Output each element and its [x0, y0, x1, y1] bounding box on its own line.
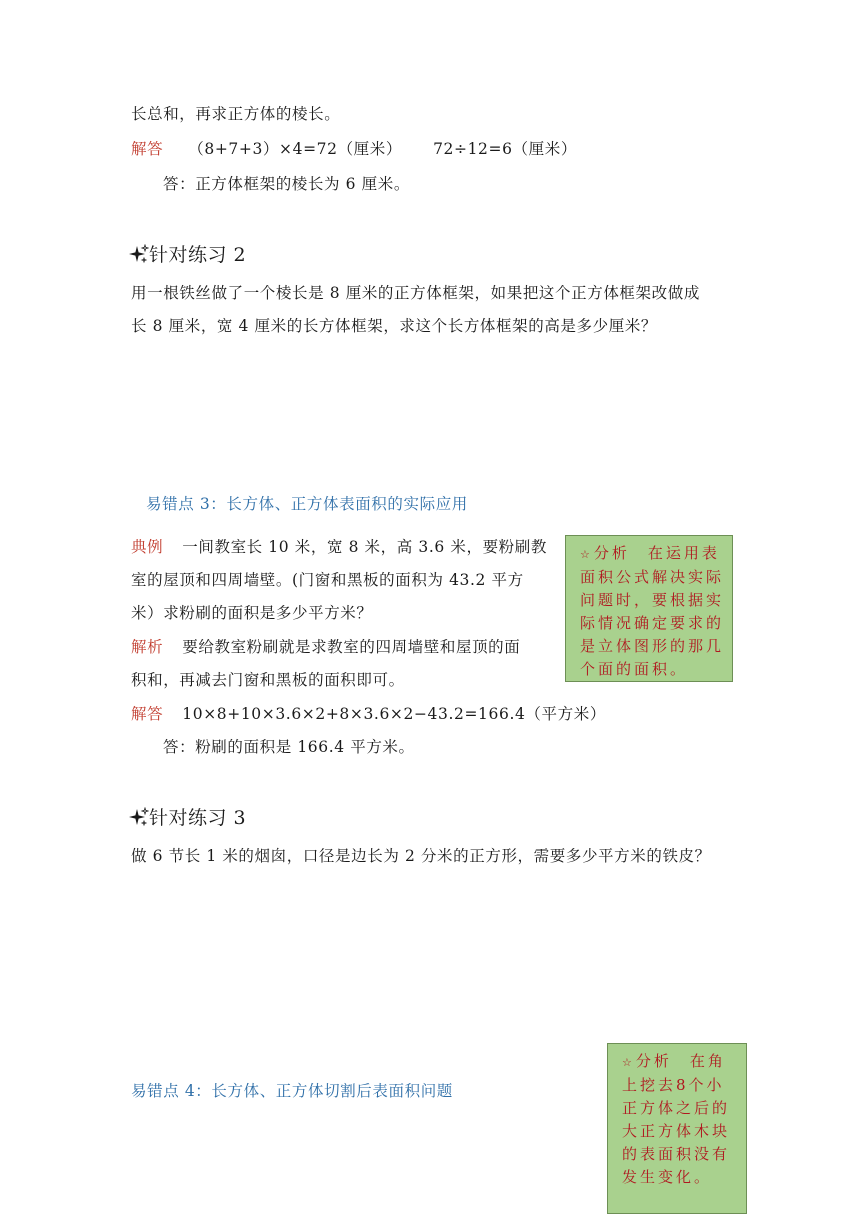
analysis-label: 解析 [131, 638, 164, 656]
example-line-3: 米）求粉刷的面积是多少平方米？ [131, 604, 373, 622]
answer-sentence: 答：正方体框架的棱长为 6 厘米。 [163, 175, 410, 193]
analysis-line-2: 积和，再减去门窗和黑板的面积即可。 [131, 671, 405, 689]
answer-formula-2: 72÷12=6（厘米） [433, 140, 577, 158]
analysis-text-1: 要给教室粉刷就是求教室的四周墙壁和屋顶的面 [182, 638, 521, 656]
analysis-line-1 [131, 637, 520, 657]
practice-2-line-2: 长 8 厘米，宽 4 厘米的长方体框架，求这个长方体框架的高是多少厘米？ [131, 317, 658, 335]
point-3-title: 易错点 3：长方体、正方体表面积的实际应用 [146, 495, 468, 513]
answer-formula-1: （8+7+3）×4=72（厘米） [188, 140, 402, 158]
example-line-2: 室的屋顶和四周墙壁。(门窗和黑板的面积为 43.2 平方 [131, 571, 524, 589]
answer-row [131, 139, 577, 159]
example-line-1 [131, 537, 547, 557]
practice-3-heading [129, 806, 246, 830]
star-icon: ☆ [622, 1056, 632, 1069]
practice-2-heading [129, 243, 246, 267]
practice-2-line-1: 用一根铁丝做了一个棱长是 8 厘米的正方体框架，如果把这个正方体框架改做成 [131, 284, 700, 302]
star-icon: ☆ [580, 548, 590, 561]
answer-3-label: 解答 [131, 705, 164, 723]
cut-note-text: 分析 在角上挖去8个小正方体之后的大正方体木块的表面积没有发生变化。 [622, 1052, 731, 1186]
practice-2-title: 针对练习 2 [149, 244, 247, 266]
sparkle-icon [129, 244, 149, 264]
practice-3-line-1: 做 6 节长 1 米的烟囱，口径是边长为 2 分米的正方形，需要多少平方米的铁皮？ [131, 847, 711, 865]
point-4-title: 易错点 4：长方体、正方体切割后表面积问题 [131, 1082, 453, 1100]
example-label: 典例 [131, 538, 164, 556]
sparkle-icon [129, 807, 149, 827]
answer-3-formula: 10×8+10×3.6×2+8×3.6×2−43.2=166.4（平方米） [182, 705, 606, 723]
example-text-1: 一间教室长 10 米，宽 8 米，高 3.6 米，要粉刷教 [182, 538, 547, 556]
answer-3-sentence: 答：粉刷的面积是 166.4 平方米。 [163, 738, 415, 756]
answer-label: 解答 [131, 140, 164, 158]
practice-3-title: 针对练习 3 [149, 807, 247, 829]
cut-note-box [607, 1043, 747, 1214]
answer-3-row [131, 704, 606, 724]
analysis-note-box [565, 535, 733, 682]
analysis-note-text: 分析 在运用表面积公式解决实际问题时，要根据实际情况确定要求的是立体图形的那几个面的面积。 [580, 544, 725, 678]
intro-text-line: 长总和，再求正方体的棱长。 [131, 105, 341, 123]
